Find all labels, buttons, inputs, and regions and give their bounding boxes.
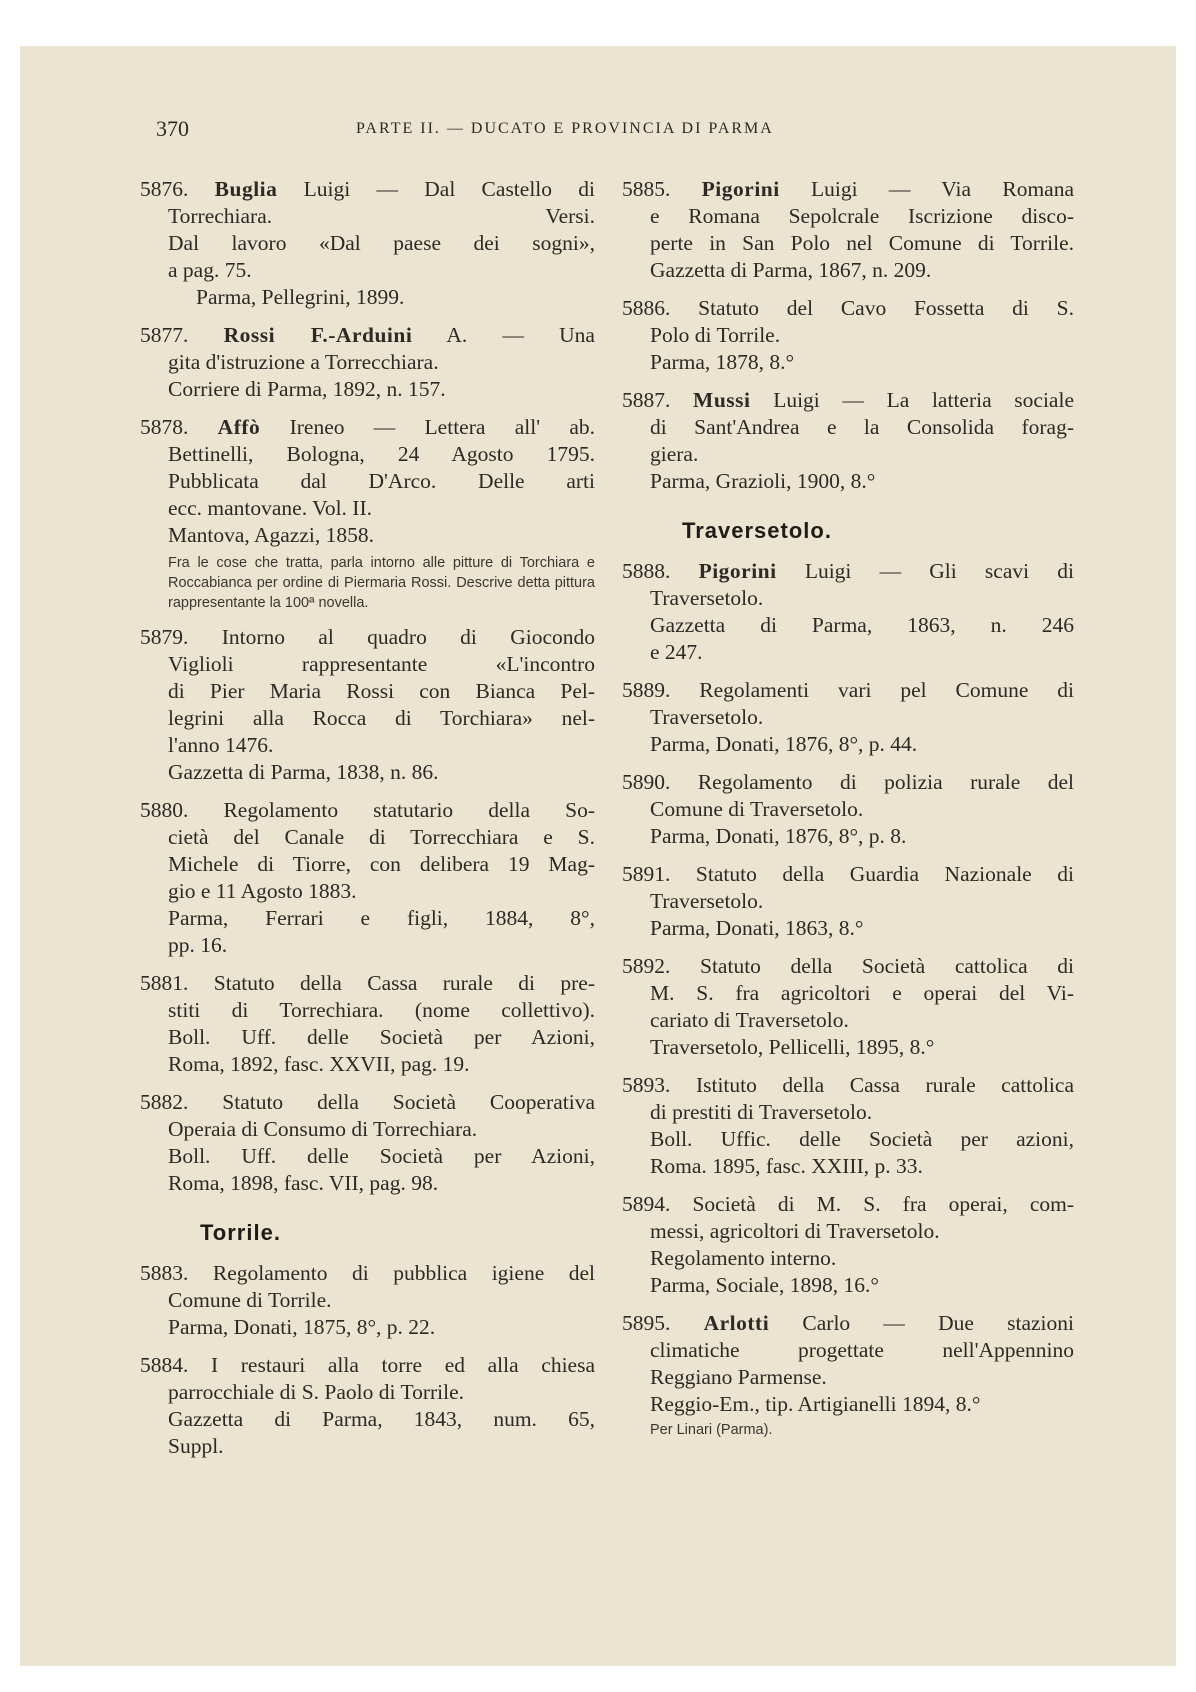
entry-line: a pag. 75. (168, 258, 252, 282)
entry-line: Bettinelli, Bologna, 24 Agosto 1795. (168, 442, 595, 466)
entry-5889 (622, 677, 1074, 758)
entry-line: 5893. Istituto della Cassa rurale cattolica (622, 1073, 1074, 1097)
entry-publication: Parma, Grazioli, 1900, 8.° (650, 469, 876, 493)
page-number: 370 (156, 116, 189, 141)
entry-publication: Boll. Uffic. delle Società per azioni, (650, 1127, 1074, 1151)
entry-line: climatiche progettate nell'Appennino (650, 1338, 1074, 1362)
entry-publication: Gazzetta di Parma, 1863, n. 246 (650, 613, 1074, 637)
right-column (622, 176, 1074, 1451)
entry-publication: Parma, 1878, 8.° (650, 350, 795, 374)
entry-number: 5885. (622, 177, 671, 201)
entry-5879 (140, 624, 595, 786)
entry-line: 5880. Regolamento statutario della So- (140, 798, 595, 822)
entry-5881 (140, 970, 595, 1078)
entry-line: 5894. Società di M. S. fra operai, com- (622, 1192, 1074, 1216)
entry-number: 5876. (140, 177, 189, 201)
entry-line: Dal lavoro «Dal paese dei sogni», (168, 231, 595, 255)
entry-author: Arlotti (703, 1311, 770, 1335)
entry-publication: Parma, Donati, 1876, 8°, p. 44. (650, 732, 918, 756)
entry-author: Affò (217, 415, 261, 439)
entry-publication: Roma, 1898, fasc. VII, pag. 98. (168, 1171, 439, 1195)
entry-publication: Boll. Uff. delle Società per Azioni, (168, 1144, 595, 1168)
entry-line: gio e 11 Agosto 1883. (168, 879, 357, 903)
entry-5882 (140, 1089, 595, 1197)
entry-line: 5883. Regolamento di pubblica igiene del (140, 1261, 595, 1285)
entry-line: di prestiti di Traversetolo. (650, 1100, 873, 1124)
entry-line: 5882. Statuto della Società Cooperativa (140, 1090, 595, 1114)
page-header (156, 116, 1016, 146)
entry-author: Pigorini (701, 177, 780, 201)
entry-5888: 5888. Pigorini Luigi — Gli scavi di Traversetolo. Gazzetta di Parma, 1863, n. 246 e 247. (622, 559, 1075, 664)
entry-publication: Suppl. (168, 1434, 224, 1458)
entry-note: Per Linari (Parma). (650, 1422, 773, 1438)
entry-line: e Romana Sepolcrale Iscrizione disco- (650, 204, 1074, 228)
entry-line: 5892. Statuto della Società cattolica di (622, 954, 1074, 978)
entry-line: gita d'istruzione a Torrecchiara. (168, 350, 439, 374)
entry-line: 5889. Regolamenti vari pel Comune di (622, 678, 1074, 702)
entry-5878: 5878. Affò Ireneo — Lettera all' ab. Bettinelli, Bologna, 24 Agosto 1795. Pubblicata dal D'Arco. Delle arti ecc. mantovane. Vol. II. Mantova, Agazzi, 1858. (140, 415, 596, 547)
entry-line: legrini alla Rocca di Torchiara» nel- (168, 706, 595, 730)
entry-line: cietà del Canale di Torrecchiara e S. (168, 825, 595, 849)
entry-publication: e 247. (650, 640, 703, 664)
entry-5886 (622, 295, 1074, 376)
entry-5891 (622, 861, 1074, 942)
entry-line: Viglioli rappresentante «L'incontro (168, 652, 595, 676)
entry-publication: pp. 16. (168, 933, 228, 957)
entry-line: Comune di Torrile. (168, 1288, 332, 1312)
entry-author: Mussi (693, 388, 751, 412)
entry-5893 (622, 1072, 1074, 1180)
entry-line: 5886. Statuto del Cavo Fossetta di S. (622, 296, 1074, 320)
entry-5894 (622, 1191, 1074, 1299)
entry-publication: Mantova, Agazzi, 1858. (168, 523, 374, 547)
entry-publication: Parma, Donati, 1876, 8°, p. 8. (650, 824, 907, 848)
entry-5880 (140, 797, 595, 959)
entry-number: 5877. (140, 323, 189, 347)
entry-publication: Roma. 1895, fasc. XXIII, p. 33. (650, 1154, 923, 1178)
entry-line: 5884. I restauri alla torre ed alla chiesa (140, 1353, 595, 1377)
entry-number: 5888. (622, 559, 671, 583)
entry-line: giera. (650, 442, 699, 466)
entry-5895: 5895. Arlotti Carlo — Due stazioni climatiche progettate nell'Appennino Reggiano Parmense. Reggio-Em., tip. Artigianelli 1894, 8.° (622, 1311, 1075, 1416)
entry-number: 5887. (622, 388, 671, 412)
entry-line: stiti di Torrechiara. (nome collettivo). (168, 998, 595, 1022)
entry-5877: 5877. Rossi F.-Arduini A. — Una gita d'istruzione a Torrecchiara. Corriere di Parma, 1892, n. 157. (140, 323, 595, 401)
section-heading-traversetolo: Traversetolo. (682, 518, 832, 543)
entry-5885: 5885. Pigorini Luigi — Via Romana e Romana Sepolcrale Iscrizione disco- perte in San Polo nel Comune di Torrile. Gazzetta di Parma, 1867, n. 209. (622, 177, 1075, 282)
entry-line: 5891. Statuto della Guardia Nazionale di (622, 862, 1074, 886)
entry-5892 (622, 953, 1074, 1061)
entry-publication: Parma, Sociale, 1898, 16.° (650, 1273, 879, 1297)
entry-publication: Reggio-Em., tip. Artigianelli 1894, 8.° (650, 1392, 981, 1416)
entry-author: Rossi F.-Arduini (223, 323, 413, 347)
entry-publication: Roma, 1892, fasc. XXVII, pag. 19. (168, 1052, 470, 1076)
entry-publication: Regolamento interno. (650, 1246, 837, 1270)
entry-publication: Parma, Donati, 1863, 8.° (650, 916, 864, 940)
entry-line: perte in San Polo nel Comune di Torrile. (650, 231, 1074, 255)
entry-5884 (140, 1352, 595, 1460)
entry-number: 5895. (622, 1311, 671, 1335)
entry-publication: Gazzetta di Parma, 1867, n. 209. (650, 258, 932, 282)
left-column (140, 176, 595, 1471)
entry-line: Pubblicata dal D'Arco. Delle arti (168, 469, 595, 493)
entry-publication: Parma, Pellegrini, 1899. (196, 285, 405, 309)
entry-publication: Traversetolo, Pellicelli, 1895, 8.° (650, 1035, 935, 1059)
entry-line: Traversetolo. (650, 889, 764, 913)
entry-publication: Parma, Donati, 1875, 8°, p. 22. (168, 1315, 436, 1339)
entry-line: ecc. mantovane. Vol. II. (168, 496, 372, 520)
entry-publication: Gazzetta di Parma, 1838, n. 86. (168, 760, 439, 784)
entry-line: 5890. Regolamento di polizia rurale del (622, 770, 1074, 794)
entry-line: Traversetolo. (650, 586, 764, 610)
entry-line: messi, agricoltori di Traversetolo. (650, 1219, 940, 1243)
entry-line: Michele di Tiorre, con delibera 19 Mag- (168, 852, 595, 876)
entry-publication: Parma, Ferrari e figli, 1884, 8°, (168, 906, 595, 930)
entry-line: di Sant'Andrea e la Consolida forag- (650, 415, 1074, 439)
entry-publication: Boll. Uff. delle Società per Azioni, (168, 1025, 595, 1049)
entry-line: Traversetolo. (650, 705, 764, 729)
entry-note: Fra le cose che tratta, parla intorno alle pitture di Torchiara e Roccabianca per ordine di Piermaria Rossi. Descrive detta pittura rappresentante la 100ª novella. (168, 555, 595, 611)
entry-line: l'anno 1476. (168, 733, 274, 757)
entry-line: cariato di Traversetolo. (650, 1008, 849, 1032)
entry-5883 (140, 1260, 595, 1341)
entry-line: Reggiano Parmense. (650, 1365, 827, 1389)
running-title: PARTE II. — DUCATO E PROVINCIA DI PARMA (356, 120, 774, 137)
entry-line: Torrechiara. Versi. (168, 204, 595, 228)
entry-line: 5881. Statuto della Cassa rurale di pre- (140, 971, 595, 995)
entry-5890 (622, 769, 1074, 850)
entry-publication: Gazzetta di Parma, 1843, num. 65, (168, 1407, 595, 1431)
section-heading-torrile: Torrile. (200, 1220, 281, 1245)
entry-author: Pigorini (698, 559, 777, 583)
entry-number: 5878. (140, 415, 189, 439)
entry-5887: 5887. Mussi Luigi — La latteria sociale di Sant'Andrea e la Consolida forag- giera. Parma, Grazioli, 1900, 8.° (622, 388, 1074, 493)
entry-author: Buglia (214, 177, 278, 201)
entry-line: di Pier Maria Rossi con Bianca Pel- (168, 679, 595, 703)
entry-line: Operaia di Consumo di Torrechiara. (168, 1117, 478, 1141)
entry-line: Polo di Torrile. (650, 323, 781, 347)
entry-5876: 5876. Buglia Luigi — Dal Castello di Torrechiara. Versi. Dal lavoro «Dal paese dei sogni», a pag. 75. Parma, Pellegrini, 1899. (140, 177, 596, 309)
entry-line: M. S. fra agricoltori e operai del Vi- (650, 981, 1074, 1005)
entry-publication: Corriere di Parma, 1892, n. 157. (168, 377, 446, 401)
entry-line: 5879. Intorno al quadro di Giocondo (140, 625, 595, 649)
entry-line: Comune di Traversetolo. (650, 797, 864, 821)
entry-line: parrocchiale di S. Paolo di Torrile. (168, 1380, 465, 1404)
